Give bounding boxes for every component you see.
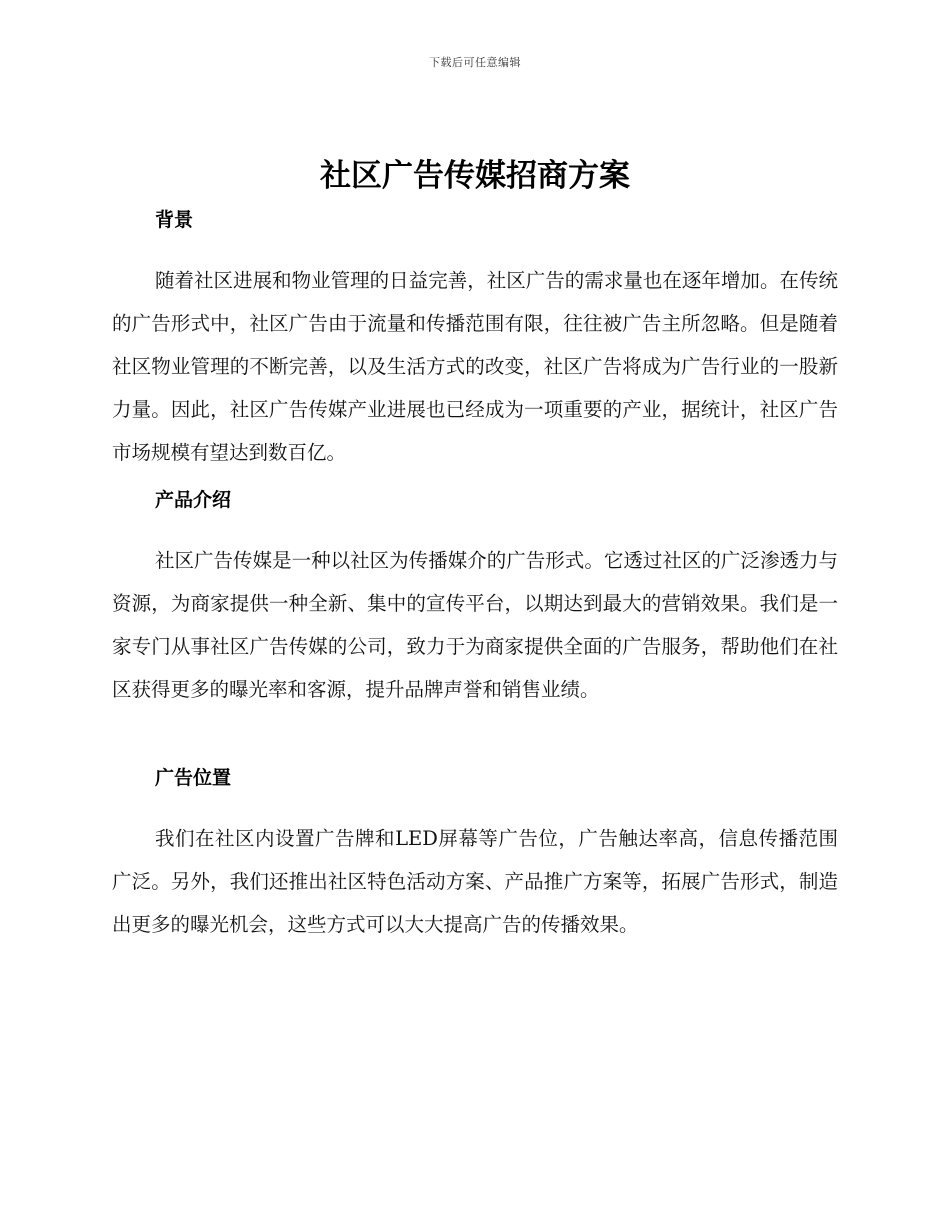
section-background: [112, 205, 838, 474]
section-heading: 产品介绍: [155, 489, 232, 511]
section-paragraph: 社区广告传媒是一种以社区为传播媒介的广告形式。它透过社区的广泛渗透力与资源，为商家提供一种全新、集中的宣传平台，以期达到最大的营销效果。我们是一家专门从事社区广告传媒的公司，致力于为商家提供全面的广告服务，帮助他们在社区获得更多的曝光率和客源，提升品牌声誉和销售业绩。: [112, 549, 838, 701]
section-ad-locations: [112, 763, 838, 946]
section-heading: 广告位置: [155, 767, 232, 789]
header-note: 下载后可任意编辑: [429, 56, 521, 69]
section-paragraph: 我们在社区内设置广告牌和LED屏幕等广告位，广告触达率高，信息传播范围广泛。另外，我们还推出社区特色活动方案、产品推广方案等，拓展广告形式，制造出更多的曝光机会，这些方式可以大大提高广告的传播效果。: [112, 827, 838, 936]
section-product-intro: [112, 485, 838, 711]
section-heading: 背景: [155, 209, 194, 231]
section-paragraph: 随着社区进展和物业管理的日益完善，社区广告的需求量也在逐年增加。在传统的广告形式中，社区广告由于流量和传播范围有限，往往被广告主所忽略。但是随着社区物业管理的不断完善，以及生活方式的改变，社区广告将成为广告行业的一股新力量。因此，社区广告传媒产业进展也已经成为一项重要的产业，据统计，社区广告市场规模有望达到数百亿。: [112, 269, 838, 464]
document-title: 社区广告传媒招商方案: [320, 158, 630, 194]
